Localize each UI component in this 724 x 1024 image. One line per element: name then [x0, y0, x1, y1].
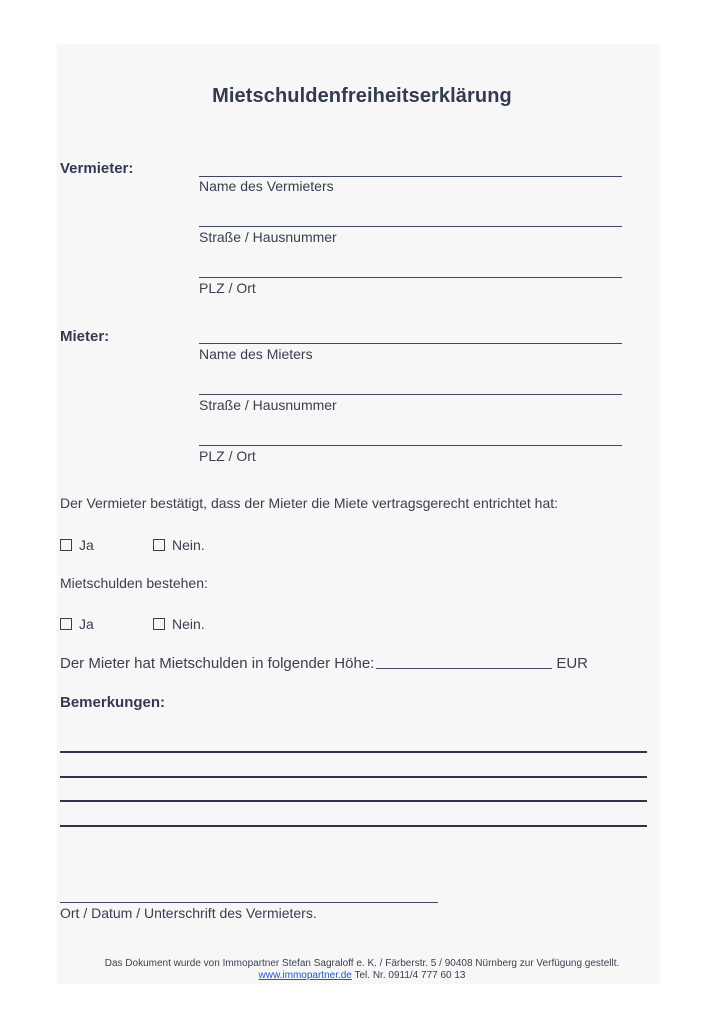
amount-input-line[interactable] — [376, 668, 552, 669]
mieter-street-caption: Straße / Hausnummer — [199, 397, 337, 413]
vermieter-city-line[interactable] — [199, 277, 622, 278]
checkbox-icon[interactable] — [153, 618, 165, 630]
signature-caption: Ort / Datum / Unterschrift des Vermieters. — [60, 905, 317, 921]
footer-phone: Tel. Nr. 0911/4 777 60 13 — [354, 970, 466, 981]
mieter-name-caption: Name des Mieters — [199, 346, 313, 362]
footer-contact — [0, 970, 724, 981]
confirmation-no-label: Nein. — [172, 537, 205, 553]
footer-text: Das Dokument wurde von Immopartner Stefan Sagraloff e. K. / Färberstr. 5 / 90408 Nürnberg zur Verfügung gestellt. — [104, 958, 620, 969]
vermieter-street-line[interactable] — [199, 226, 622, 227]
remarks-line-2[interactable] — [60, 776, 647, 778]
document-title: Mietschuldenfreiheitserklärung — [212, 85, 512, 107]
vermieter-city-caption: PLZ / Ort — [199, 280, 256, 296]
confirmation-yes-option[interactable] — [60, 537, 94, 553]
vermieter-name-line[interactable] — [199, 176, 622, 177]
debts-yes-label: Ja — [79, 616, 94, 632]
vermieter-label: Vermieter: — [60, 160, 134, 177]
confirmation-text: Der Vermieter bestätigt, dass der Mieter die Miete vertragsgerecht entrichtet hat: — [60, 495, 559, 511]
vermieter-name-caption: Name des Vermieters — [199, 178, 334, 194]
mieter-city-line[interactable] — [199, 445, 622, 446]
amount-row — [60, 655, 588, 672]
debts-no-label: Nein. — [172, 616, 205, 632]
checkbox-icon[interactable] — [60, 539, 72, 551]
debts-text: Mietschulden bestehen: — [60, 575, 208, 591]
document-page — [57, 44, 660, 984]
debts-yes-option[interactable] — [60, 616, 94, 632]
confirmation-no-option[interactable] — [153, 537, 205, 553]
debts-no-option[interactable] — [153, 616, 205, 632]
amount-text: Der Mieter hat Mietschulden in folgender Höhe: — [60, 655, 375, 672]
remarks-line-3[interactable] — [60, 800, 647, 802]
vermieter-street-caption: Straße / Hausnummer — [199, 229, 337, 245]
mieter-name-line[interactable] — [199, 343, 622, 344]
checkbox-icon[interactable] — [60, 618, 72, 630]
confirmation-yes-label: Ja — [79, 537, 94, 553]
mieter-city-caption: PLZ / Ort — [199, 448, 256, 464]
amount-currency: EUR — [556, 655, 589, 672]
signature-line[interactable] — [60, 902, 438, 903]
checkbox-icon[interactable] — [153, 539, 165, 551]
remarks-label: Bemerkungen: — [60, 694, 166, 711]
footer-link[interactable]: www.immopartner.de — [258, 970, 352, 981]
mieter-street-line[interactable] — [199, 394, 622, 395]
remarks-line-4[interactable] — [60, 825, 647, 827]
remarks-line-1[interactable] — [60, 751, 647, 753]
mieter-label: Mieter: — [60, 328, 110, 345]
